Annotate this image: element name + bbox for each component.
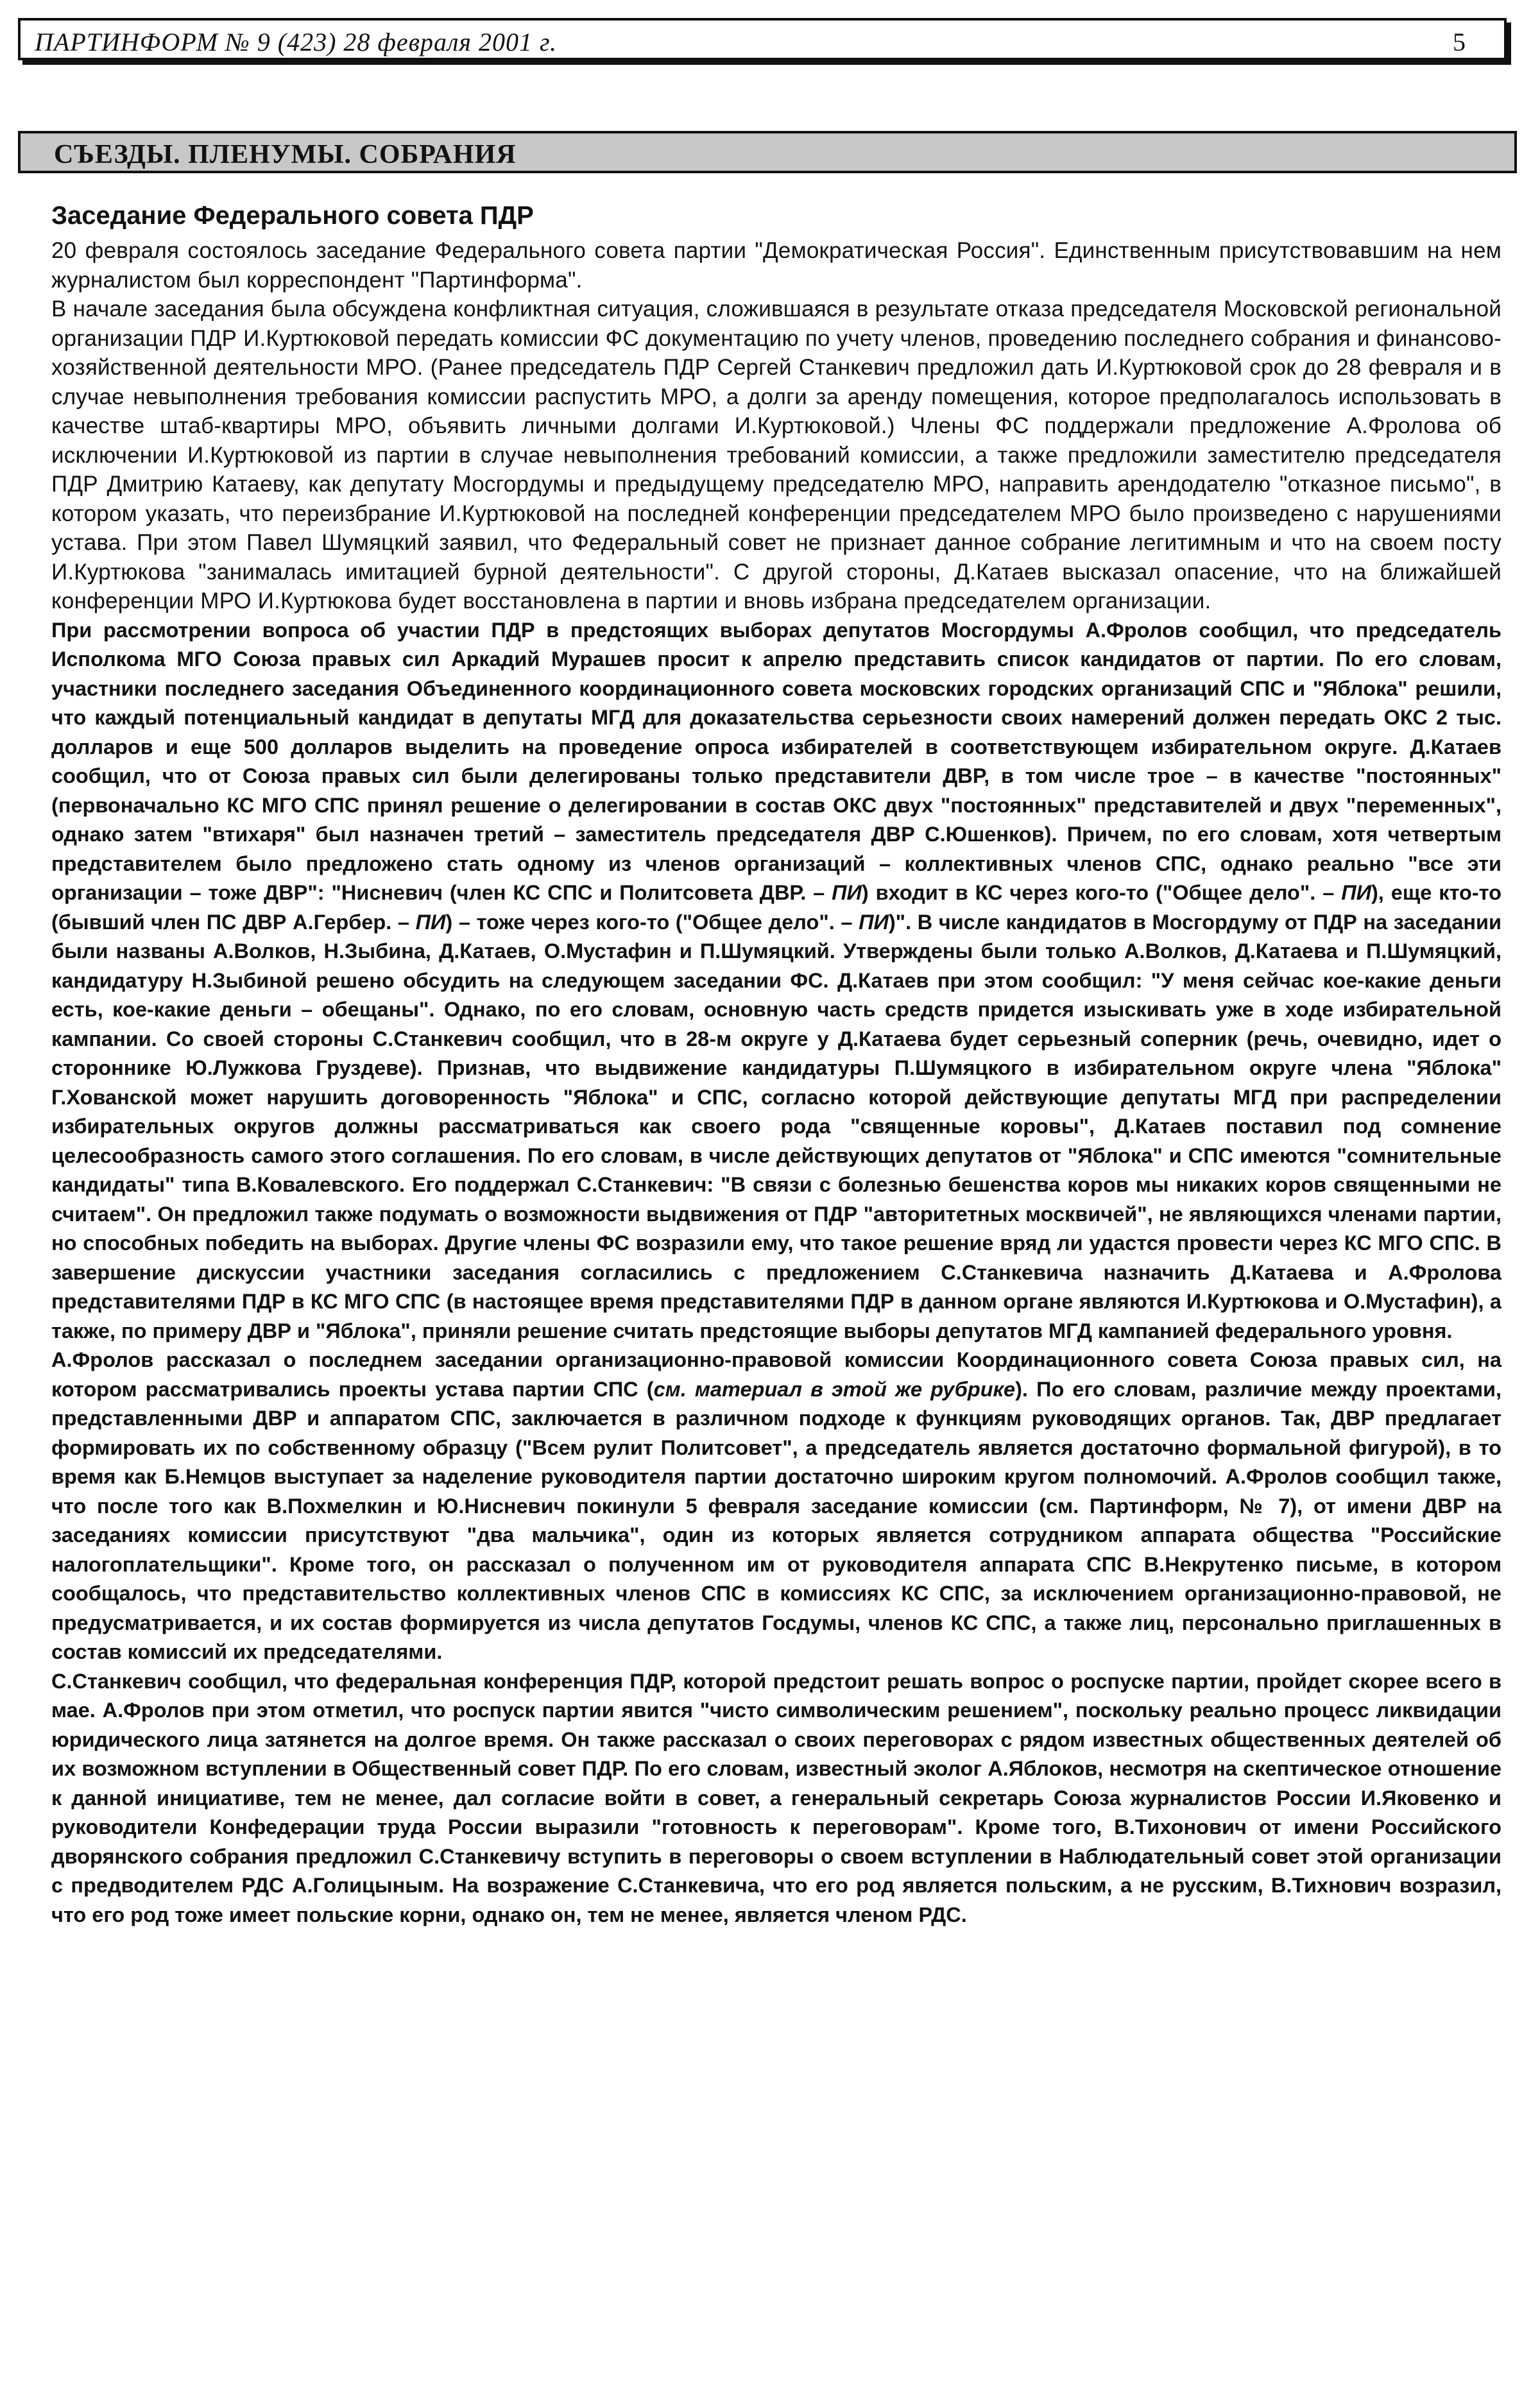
paragraph-text: ) – тоже через кого-то ("Общее дело". – (445, 910, 859, 934)
publication-title: ПАРТИНФОРМ № 9 (423) 28 февраля 2001 г. (35, 28, 558, 56)
paragraph-text: )". В числе кандидатов в Мосгордуму от ПДР на заседании были названы А.Волков, Н.Зыбина, Д.Катаев, О.Мустафин и П.Шумяцкий. Утверждены были только А.Волков, Д.Катаева и П.Шумяцкий, кандидатуру Н.Зыбиной решено обсудить на следующем заседании ФС. Д.Катаев при этом сообщил: "У меня сейчас кое-какие деньги есть, кое-какие деньги – обещаны". Однако, по его словам, основную часть средств придется изыскивать уже в ходе избирательной кампании. Со своей стороны С.Станкевич сообщил, что в 28-м округе у Д.Катаева будет серьезный соперник (речь, очевидно, идет о стороннике Ю.Лужкова Груздеве). Признав, что выдвижение кандидатуры П.Шумяцкого в избирательном округе члена "Яблока" Г.Хованской может нарушить договоренность "Яблока" и СПС, согласно которой действующие депутаты МГД при распределении избирательных округов должны рассматриваться как своего рода "священные коровы", Д.Катаев поставил под сомнение целесообразность самого этого соглашения. По его словам, в числе действующих депутатов от "Яблока" и СПС имеются "сомнительные кандидаты" типа В.Ковалевского. Его поддержал С.Станкевич: "В связи с болезнью бешенства коров мы никаких коров священными не считаем". Он предложил также подумать о возможности выдвижения от ПДР "авторитетных москвичей", не являющихся членами партии, но способных победить на выборах. Другие члены ФС возразили ему, что такое решение вряд ли удастся провести через КС МГО СПС. В завершение дискуссии участники заседания согласились с предложением С.Станкевича назначить Д.Катаева и А.Фролова представителями ПДР в КС МГО СПС (в настоящее время представителями ПДР в данном органе являются И.Куртюкова и О.Мустафин), а также, по примеру ДВР и "Яблока", приняли решение считать предстоящие выборы депутатов МГД кампанией федерального уровня. (51, 910, 1502, 1342)
paragraph-conflict: В начале заседания была обсуждена конфликтная ситуация, сложившаяся в результате отказа председателя Московской региональной организации ПДР И.Куртюковой передать комиссии ФС документацию по учету членов, проведению последнего собрания и финансово-хозяйственной деятельности МРО. (Ранее председатель ПДР Сергей Станкевич предложил дать И.Куртюковой срок до 28 февраля и в случае невыполнения требования комиссии распустить МРО, а долги за аренду помещения, которое предполагалось использовать в качестве штаб-квартиры МРО, объявить личными долгами И.Куртюковой.) Члены ФС поддержали предложение А.Фролова об исключении И.Куртюковой из партии в случае невыполнения требований комиссии, а также предложили заместителю председателя ПДР Дмитрию Катаеву, как депутату Мосгордумы и предыдущему председателю МРО, направить арендодателю "отказное письмо", в котором указать, что переизбрание И.Куртюковой на последней конференции председателем МРО было произведено с нарушениями устава. При этом Павел Шумяцкий заявил, что Федеральный совет не признает данное собрание легитимным и что на своем посту И.Куртюкова "занималась имитацией бурной деятельности". С другой стороны, Д.Катаев высказал опасение, что на ближайшей конференции МРО И.Куртюкова будет восстановлена в партии и вновь избрана председателем организации. (51, 296, 1502, 613)
paragraph-text: ) входит в КС через кого-то ("Общее дело". – (861, 881, 1342, 904)
paragraph-text: ). По его словам, различие между проектами, представленными ДВР и аппаратом СПС, заключается в различном подходе к функциям руководящих органов. Так, ДВР предлагает формировать их по собственному образцу ("Всем рулит Политсовет", а председатель является достаточно формальной фигурой), в то время как Б.Немцов выступает за наделение руководителя партии достаточно широким кругом полномочий. А.Фролов сообщил также, что после того как В.Похмелкин и Ю.Нисневич покинули 5 февраля заседание комиссии (см. Партинформ, № 7), от имени ДВР на заседаниях комиссии присутствуют "два мальчика", один из которых является сотрудником аппарата общества "Российские налогоплательщики". Кроме того, он рассказал о полученном им от руководителя аппарата СПС В.Некрутенко письме, в котором сообщалось, что представительство коллективных членов СПС в комиссиях КС СПС, за исключением организационно-правовой, не предусматривается, и их состав формируется из числа депутатов Госдумы, членов КС СПС, а также лиц, персонально приглашенных в состав комиссий их председателями. (51, 1377, 1502, 1663)
page-header (18, 18, 1507, 60)
article-headline: Заседание Федерального совета ПДР (51, 201, 534, 230)
pi-abbrev: ПИ (832, 881, 862, 904)
pi-abbrev: ПИ (859, 910, 889, 934)
article (51, 200, 1502, 1930)
paragraph-conference: С.Станкевич сообщил, что федеральная конференция ПДР, которой предстоит решать вопрос о роспуске партии, пройдет скорее всего в мае. А.Фролов при этом отметил, что роспуск партии явится "чисто символическим решением", поскольку реально процесс ликвидации юридического лица затянется на долгое время. Он также рассказал о своих переговорах с рядом известных общественных деятелей об их возможном вступлении в Общественный совет ПДР. По его словам, известный эколог А.Яблоков, несмотря на скептическое отношение к данной инициативе, тем не менее, дал согласие войти в совет, а генеральный секретарь Союза журналистов России И.Яковенко и руководители Конфедерации труда России выразили "готовность к переговорам". Кроме того, В.Тихонович от имени Российского дворянского собрания предложил С.Станкевичу вступить в переговоры о своем вступлении в Наблюдательный совет этой организации с предводителем РДС А.Голицыным. На возражение С.Станкевича, что его род является польским, а не русским, В.Тихнович возразил, что его род тоже имеет польские корни, однако он, тем не менее, является членом РДС. (51, 1669, 1502, 1926)
paragraph-elections (51, 616, 1502, 1346)
pi-abbrev: ПИ (415, 910, 446, 934)
paragraph-text: А.Фролов рассказал о последнем заседании организационно-правовой комиссии Координационного совета Союза правых сил, на котором рассматривались проекты устава партии СПС ( (51, 1348, 1502, 1401)
section-banner (18, 131, 1517, 173)
italic-reference: см. материал в этой же рубрике (653, 1377, 1016, 1401)
page-number: 5 (1453, 28, 1466, 56)
paragraph-text: ), еще кто-то (бывший член ПС ДВР А.Гербер. – (51, 881, 1502, 934)
paragraph-intro: 20 февраля состоялось заседание Федерального совета партии "Демократическая Россия". Единственным присутствовавшим на нем журналистом был корреспондент "Партинформа". (51, 238, 1502, 293)
pi-abbrev: ПИ (1341, 881, 1371, 904)
paragraph-text: При рассмотрении вопроса об участии ПДР в предстоящих выборах депутатов Мосгордумы А.Фролов сообщил, что председатель Исполкома МГО Союза правых сил Аркадий Мурашев просит к апрелю представить список кандидатов от партии. По его словам, участники последнего заседания Объединенного координационного совета московских городских организаций СПС и "Яблока" решили, что каждый потенциальный кандидат в депутаты МГД для доказательства серьезности своих намерений должен передать ОКС 2 тыс. долларов и еще 500 долларов выделить на проведение опроса избирателей в соответствующем избирательном округе. Д.Катаев сообщил, что от Союза правых сил были делегированы только представители ДВР, в том числе трое – в качестве "постоянных" (первоначально КС МГО СПС принял решение о делегировании в состав ОКС двух "постоянных" представителей и двух "переменных", однако затем "втихаря" был назначен третий – заместитель председателя ДВР С.Юшенков). Причем, по его словам, хотя четвертым представителем было предложено стать одному из членов организаций – коллективных членов СПС, однако реально "все эти организации – тоже ДВР": "Нисневич (член КС СПС и Политсовета ДВР. – (51, 618, 1502, 904)
paragraph-charter (51, 1346, 1502, 1667)
section-title: СЪЕЗДЫ. ПЛЕНУМЫ. СОБРАНИЯ (54, 140, 517, 169)
